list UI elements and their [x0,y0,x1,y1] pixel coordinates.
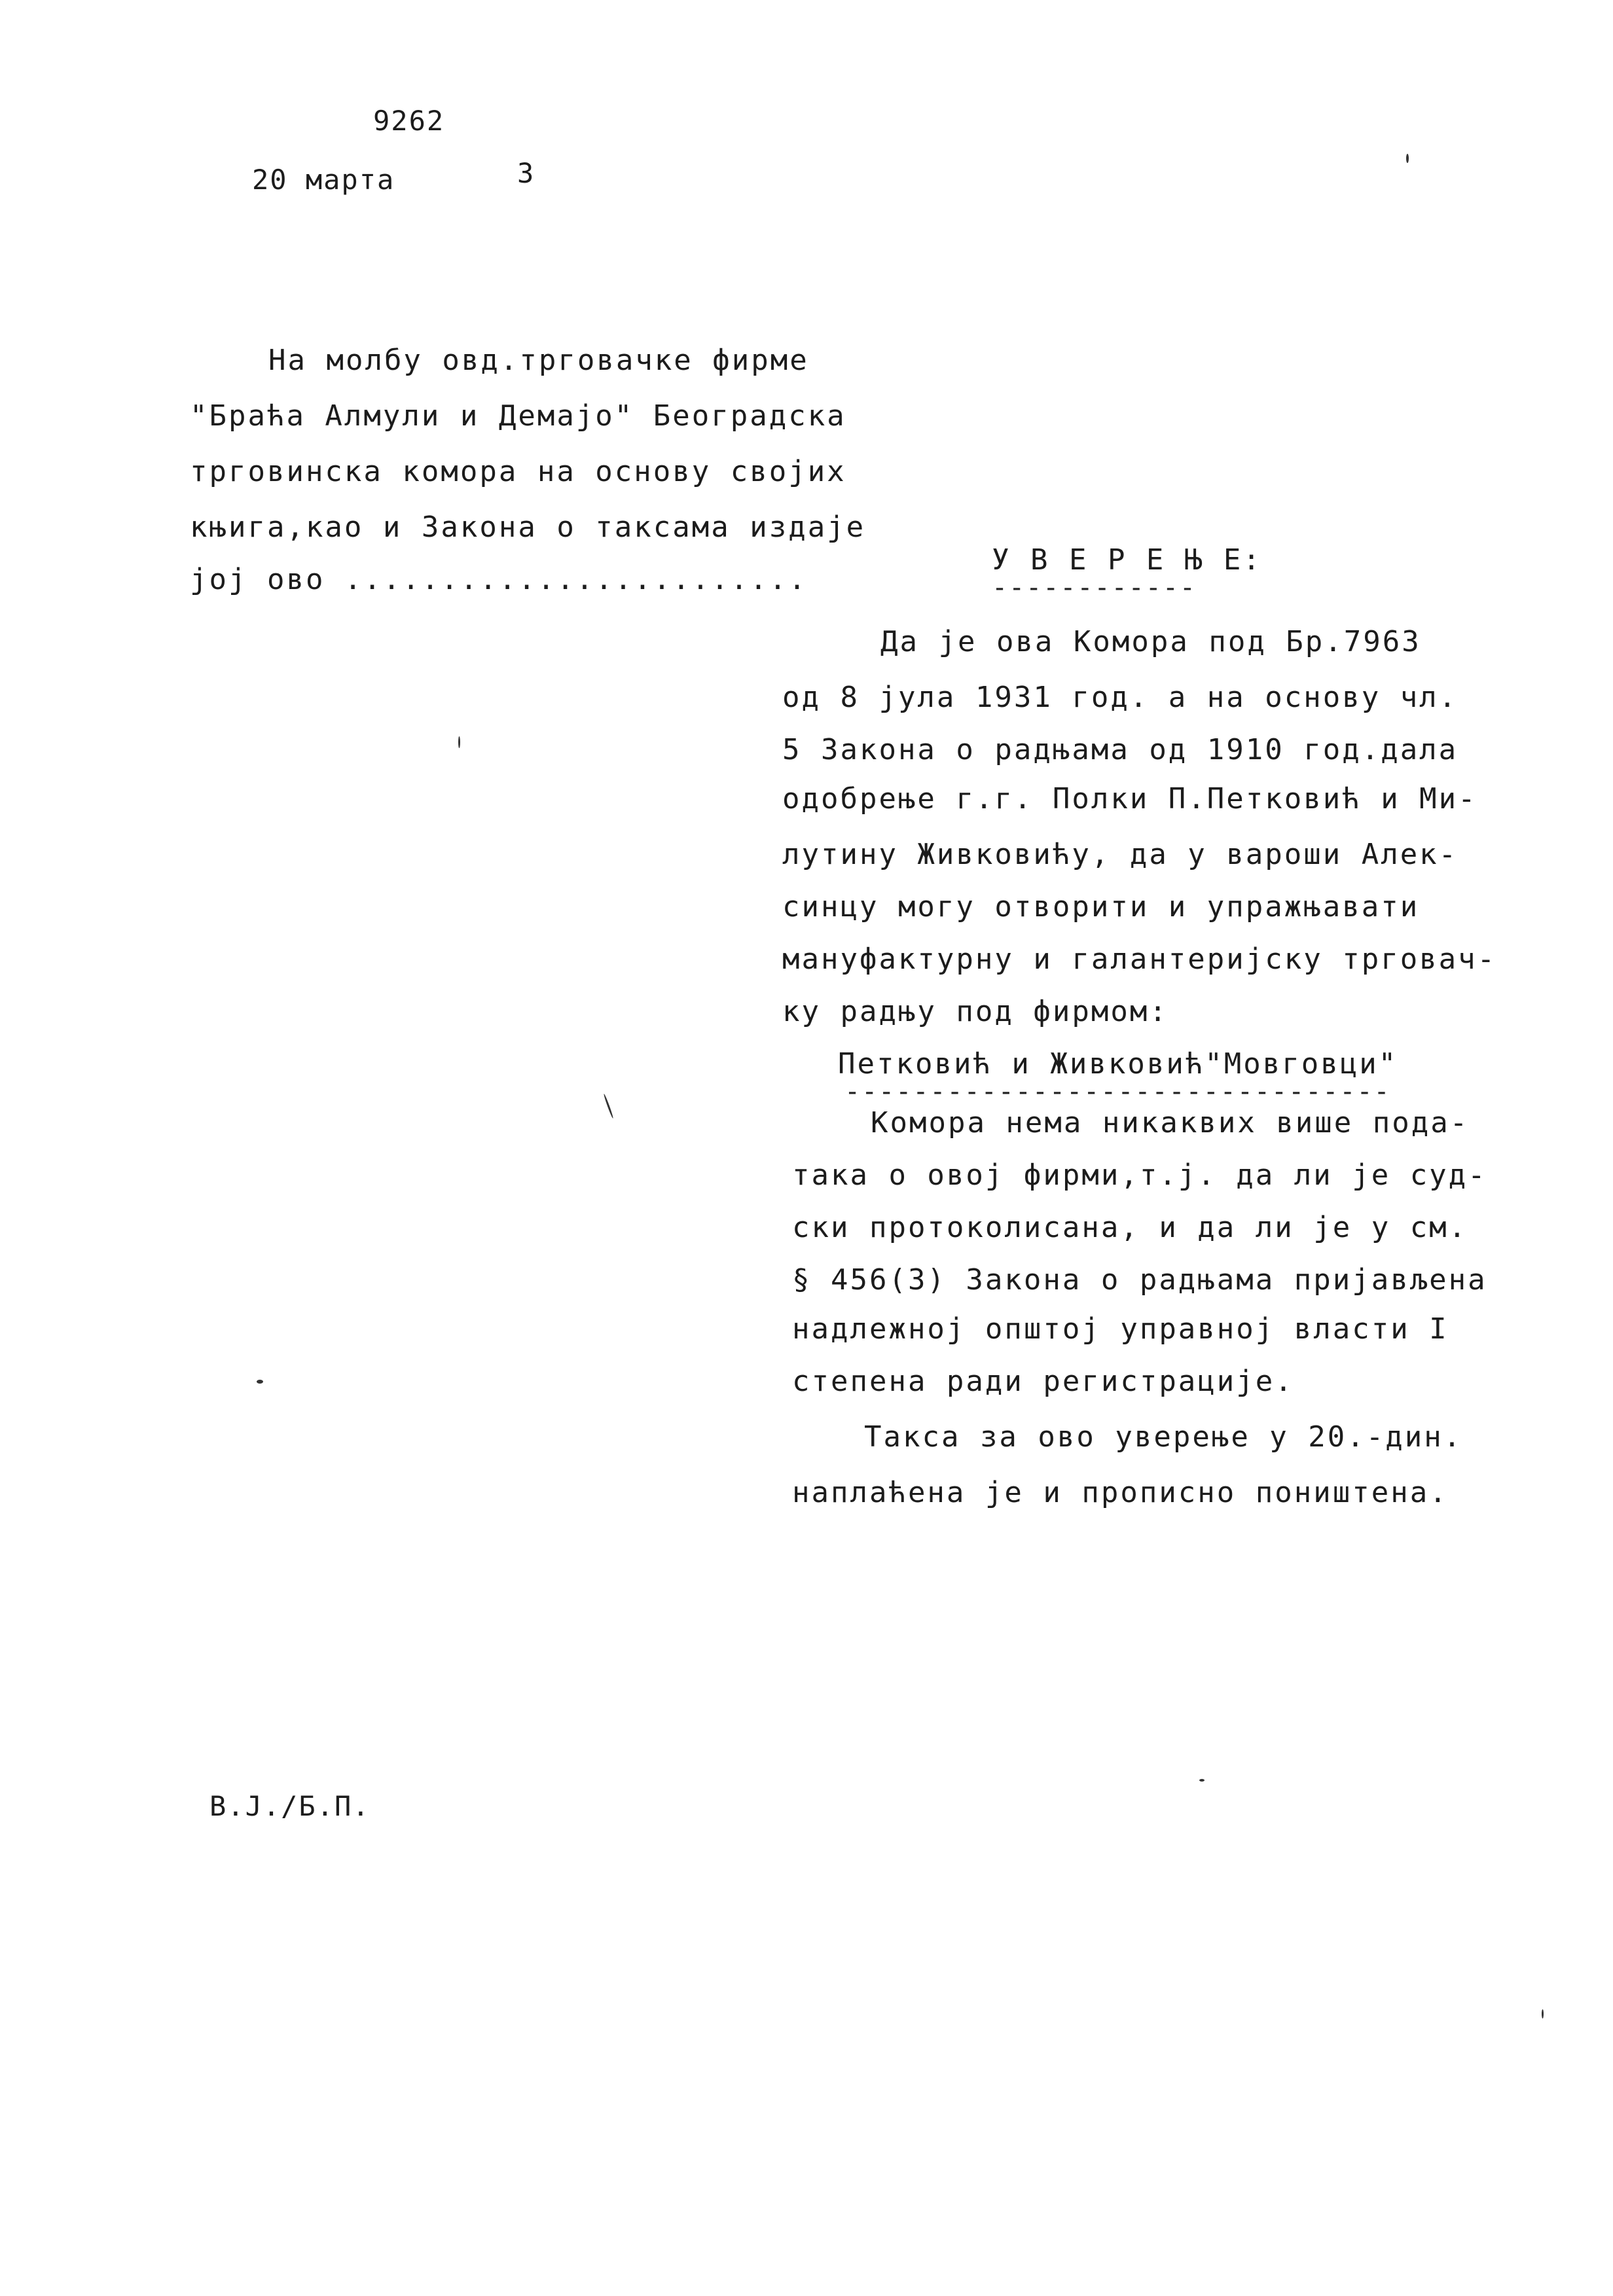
page-number: 3 [517,157,535,189]
certificate-line: лутину Живковићу, да у вароши Алек- [782,838,1459,871]
scan-speck [1406,154,1409,163]
firm-name: Петковић и Живковић"Мовговци" [838,1047,1398,1081]
certificate-line: Такса за ово уверење у 20.-дин. [864,1420,1463,1454]
intro-line: јој ово ........................ [190,563,808,596]
certificate-title: У В Е Р Е Њ Е: [992,543,1262,577]
intro-line: књига,као и Закона о таксама издаје [190,511,866,544]
firm-name-rule: -------------------------------- [844,1077,1391,1107]
scan-speck [1542,2009,1544,2018]
intro-line: "Браћа Алмули и Демајо" Београдска [190,399,846,433]
certificate-line: ски протоколисана, и да ли је у см. [792,1211,1468,1244]
certificate-line: Да је ова Комора под Бр.7963 [880,625,1421,658]
certificate-line: од 8 јула 1931 год. а на основу чл. [782,681,1459,714]
document-number: 9262 [373,105,445,137]
certificate-line: мануфактурну и галантеријску трговач- [782,942,1497,976]
certificate-line: наплаћена је и прописно поништена. [792,1476,1449,1509]
scan-speck [458,736,460,748]
certificate-line: Комора нема никаквих више пода- [871,1106,1470,1139]
intro-line: трговинска комора на основу својих [190,455,846,488]
certificate-line: степена ради регистрације. [792,1365,1294,1398]
certificate-line: 5 Закона о радњама од 1910 год.дала [782,733,1459,766]
scan-speck [257,1380,263,1384]
scan-speck [1199,1779,1205,1782]
scan-speck [603,1094,613,1119]
certificate-line: ку радњу под фирмом: [782,995,1169,1028]
certificate-line: надлежној општој управној власти I [792,1312,1449,1346]
certificate-line: синцу могу отворити и упражњавати [782,890,1420,924]
intro-line: На молбу овд.трговачке фирме [268,344,809,377]
typist-initials: В.Ј./Б.П. [209,1790,371,1822]
certificate-line: така о овој фирми,т.ј. да ли је суд- [792,1158,1487,1192]
certificate-title-rule: ------------ [992,573,1197,603]
certificate-line: одобрење г.г. Полки П.Петковић и Ми- [782,782,1477,816]
document-date: 20 марта [252,164,395,196]
certificate-line: § 456(3) Закона о радњама пријављена [792,1263,1487,1297]
